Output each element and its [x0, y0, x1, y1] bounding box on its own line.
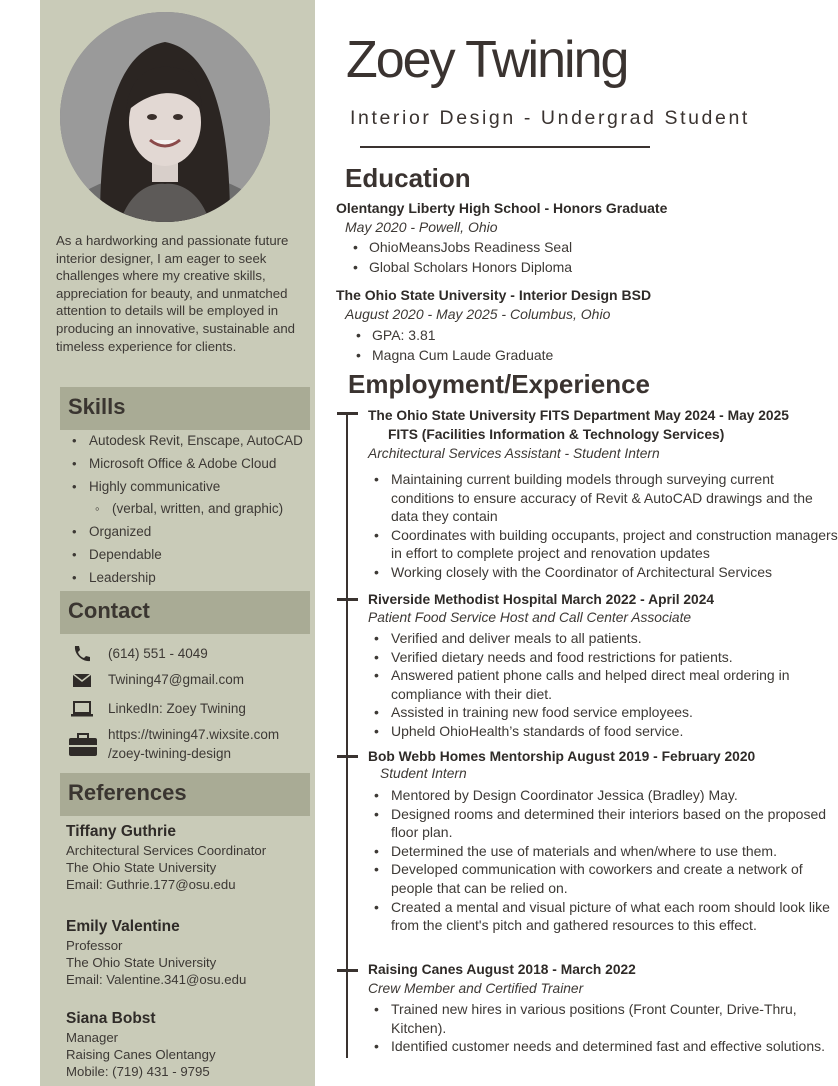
- linkedin-link[interactable]: LinkedIn: Zoey Twining: [108, 701, 246, 716]
- job-title: The Ohio State University FITS Department May 2024 - May 2025: [368, 408, 789, 423]
- job-role: Crew Member and Certified Trainer: [368, 981, 584, 996]
- email-link[interactable]: Twining47@gmail.com: [108, 672, 245, 687]
- job-bullet: • Created a mental and visual picture of what each room should look like from the client's pitch and gathered resources to this effect.: [372, 898, 838, 935]
- briefcase-icon: [68, 733, 98, 757]
- skills-list: [70, 430, 303, 590]
- skill-subitem: ◦ (verbal, written, and graphic): [70, 498, 303, 521]
- education-heading: Education: [345, 163, 471, 193]
- job-bullet: • Coordinates with building occupants, project and construction managers in effort to complete project and renovation updates: [372, 526, 838, 563]
- laptop-icon: [70, 699, 94, 719]
- school-bullets: [356, 326, 553, 365]
- reference-name: Emily Valentine: [66, 918, 180, 935]
- job-title: Riverside Methodist Hospital March 2022 - April 2024: [368, 592, 715, 607]
- timeline-tick: [337, 598, 358, 601]
- timeline-line: [346, 413, 348, 1058]
- school-date: August 2020 - May 2025 - Columbus, Ohio: [345, 306, 611, 322]
- phone-number: (614) 551 - 4049: [108, 646, 208, 661]
- school-name: Olentangy Liberty High School - Honors Graduate: [336, 200, 668, 216]
- school-bullets: [353, 238, 572, 277]
- job-bullet: • Verified dietary needs and food restrictions for patients.: [372, 648, 838, 667]
- references-heading: References: [68, 780, 187, 805]
- job-bullet: • Trained new hires in various positions (Front Counter, Drive-Thru, Kitchen).: [372, 1000, 838, 1037]
- reference-org: Raising Canes Olentangy: [66, 1047, 216, 1063]
- profile-photo: [60, 12, 270, 222]
- contact-header: [60, 591, 310, 634]
- job-bullet: • Upheld OhioHealth’s standards of food service.: [372, 722, 838, 741]
- job-bullet: • Answered patient phone calls and helped direct meal ordering in compliance with their diet.: [372, 666, 838, 703]
- skill-item: • Microsoft Office & Adobe Cloud: [70, 453, 303, 476]
- school-bullet: • GPA: 3.81: [356, 326, 553, 346]
- reference-contact: Email: Valentine.341@osu.edu: [66, 972, 247, 988]
- reference-name: Tiffany Guthrie: [66, 823, 176, 840]
- reference-card: [66, 916, 316, 989]
- reference-title: Manager: [66, 1030, 119, 1045]
- job-bullets: [372, 1000, 838, 1056]
- job-role: Student Intern: [380, 766, 467, 781]
- reference-title: Professor: [66, 938, 123, 953]
- job-bullet: • Determined the use of materials and when/where to use them.: [372, 842, 838, 861]
- reference-contact: Email: Guthrie.177@osu.edu: [66, 877, 236, 893]
- reference-title: Architectural Services Coordinator: [66, 843, 267, 858]
- job-title-detail: FITS (Facilities Information & Technology Services): [388, 427, 725, 442]
- job-bullet: • Developed communication with coworkers and create a network of people that can be relied on.: [372, 860, 838, 897]
- website-link[interactable]: [108, 725, 279, 763]
- job-role: Patient Food Service Host and Call Center Associate: [368, 610, 692, 625]
- job-bullet: • Maintaining current building models through surveying current conditions to ensure accuracy of Revit & AutoCAD drawings and the data they contain: [372, 470, 838, 526]
- job-title: Bob Webb Homes Mentorship August 2019 - February 2020: [368, 749, 756, 764]
- job-bullet: • Assisted in training new food service employees.: [372, 703, 838, 722]
- school-bullet: • Magna Cum Laude Graduate: [356, 346, 553, 366]
- reference-org: The Ohio State University: [66, 860, 217, 876]
- school-date: May 2020 - Powell, Ohio: [345, 219, 498, 235]
- job-bullet: • Designed rooms and determined their interiors based on the proposed floor plan.: [372, 805, 838, 842]
- school-name: The Ohio State University - Interior Design BSD: [336, 287, 652, 303]
- timeline-tick: [337, 755, 358, 758]
- job-role: Architectural Services Assistant - Student Intern: [368, 446, 660, 461]
- sidebar: [40, 0, 315, 1086]
- skill-item: • Dependable: [70, 544, 303, 567]
- job-title: Raising Canes August 2018 - March 2022: [368, 962, 636, 977]
- profile-photo-image: [60, 12, 270, 222]
- reference-name: Siana Bobst: [66, 1010, 156, 1027]
- reference-card: [66, 821, 316, 894]
- skill-item: • Organized: [70, 521, 303, 544]
- phone-icon: [70, 644, 94, 664]
- resume-subtitle: Interior Design - Undergrad Student: [350, 107, 750, 129]
- email-icon: [70, 670, 94, 690]
- reference-org: The Ohio State University: [66, 955, 217, 971]
- job-bullets: [372, 629, 838, 741]
- skill-item: • Autodesk Revit, Enscape, AutoCAD: [70, 430, 303, 453]
- job-bullets: [372, 786, 838, 935]
- contact-heading: Contact: [68, 598, 150, 623]
- reference-contact: Mobile: (719) 431 - 9795: [66, 1064, 210, 1080]
- skills-heading: Skills: [68, 394, 126, 419]
- school-bullet: • OhioMeansJobs Readiness Seal: [353, 238, 572, 258]
- skills-header: [60, 387, 310, 430]
- timeline-tick: [337, 969, 358, 972]
- website-line-1: https://twining47.wixsite.com: [108, 727, 280, 742]
- job-bullet: • Mentored by Design Coordinator Jessica (Bradley) May.: [372, 786, 838, 805]
- skill-item: • Highly communicative: [70, 476, 303, 499]
- school-bullet: • Global Scholars Honors Diploma: [353, 258, 572, 278]
- title-divider: [360, 146, 650, 148]
- summary-text: As a hardworking and passionate future interior designer, I am eager to seek challenges where my creative skills, appreciation for beauty, and unmatched attention to details will be employed in producing an innovative, sustainable and timeless experience for clients.: [56, 233, 296, 354]
- job-bullets: [372, 470, 838, 582]
- skill-item: • Leadership: [70, 567, 303, 590]
- references-header: [60, 773, 310, 816]
- job-bullet: • Verified and deliver meals to all patients.: [372, 629, 838, 648]
- job-bullet: • Identified customer needs and determined fast and effective solutions.: [372, 1037, 838, 1056]
- job-bullet: • Working closely with the Coordinator of Architectural Services: [372, 563, 838, 582]
- timeline-tick: [337, 412, 358, 415]
- website-line-2: /zoey-twining-design: [108, 746, 232, 761]
- experience-heading: Employment/Experience: [348, 369, 650, 399]
- reference-card: [66, 1008, 316, 1081]
- resume-name: Zoey Twining: [346, 31, 628, 89]
